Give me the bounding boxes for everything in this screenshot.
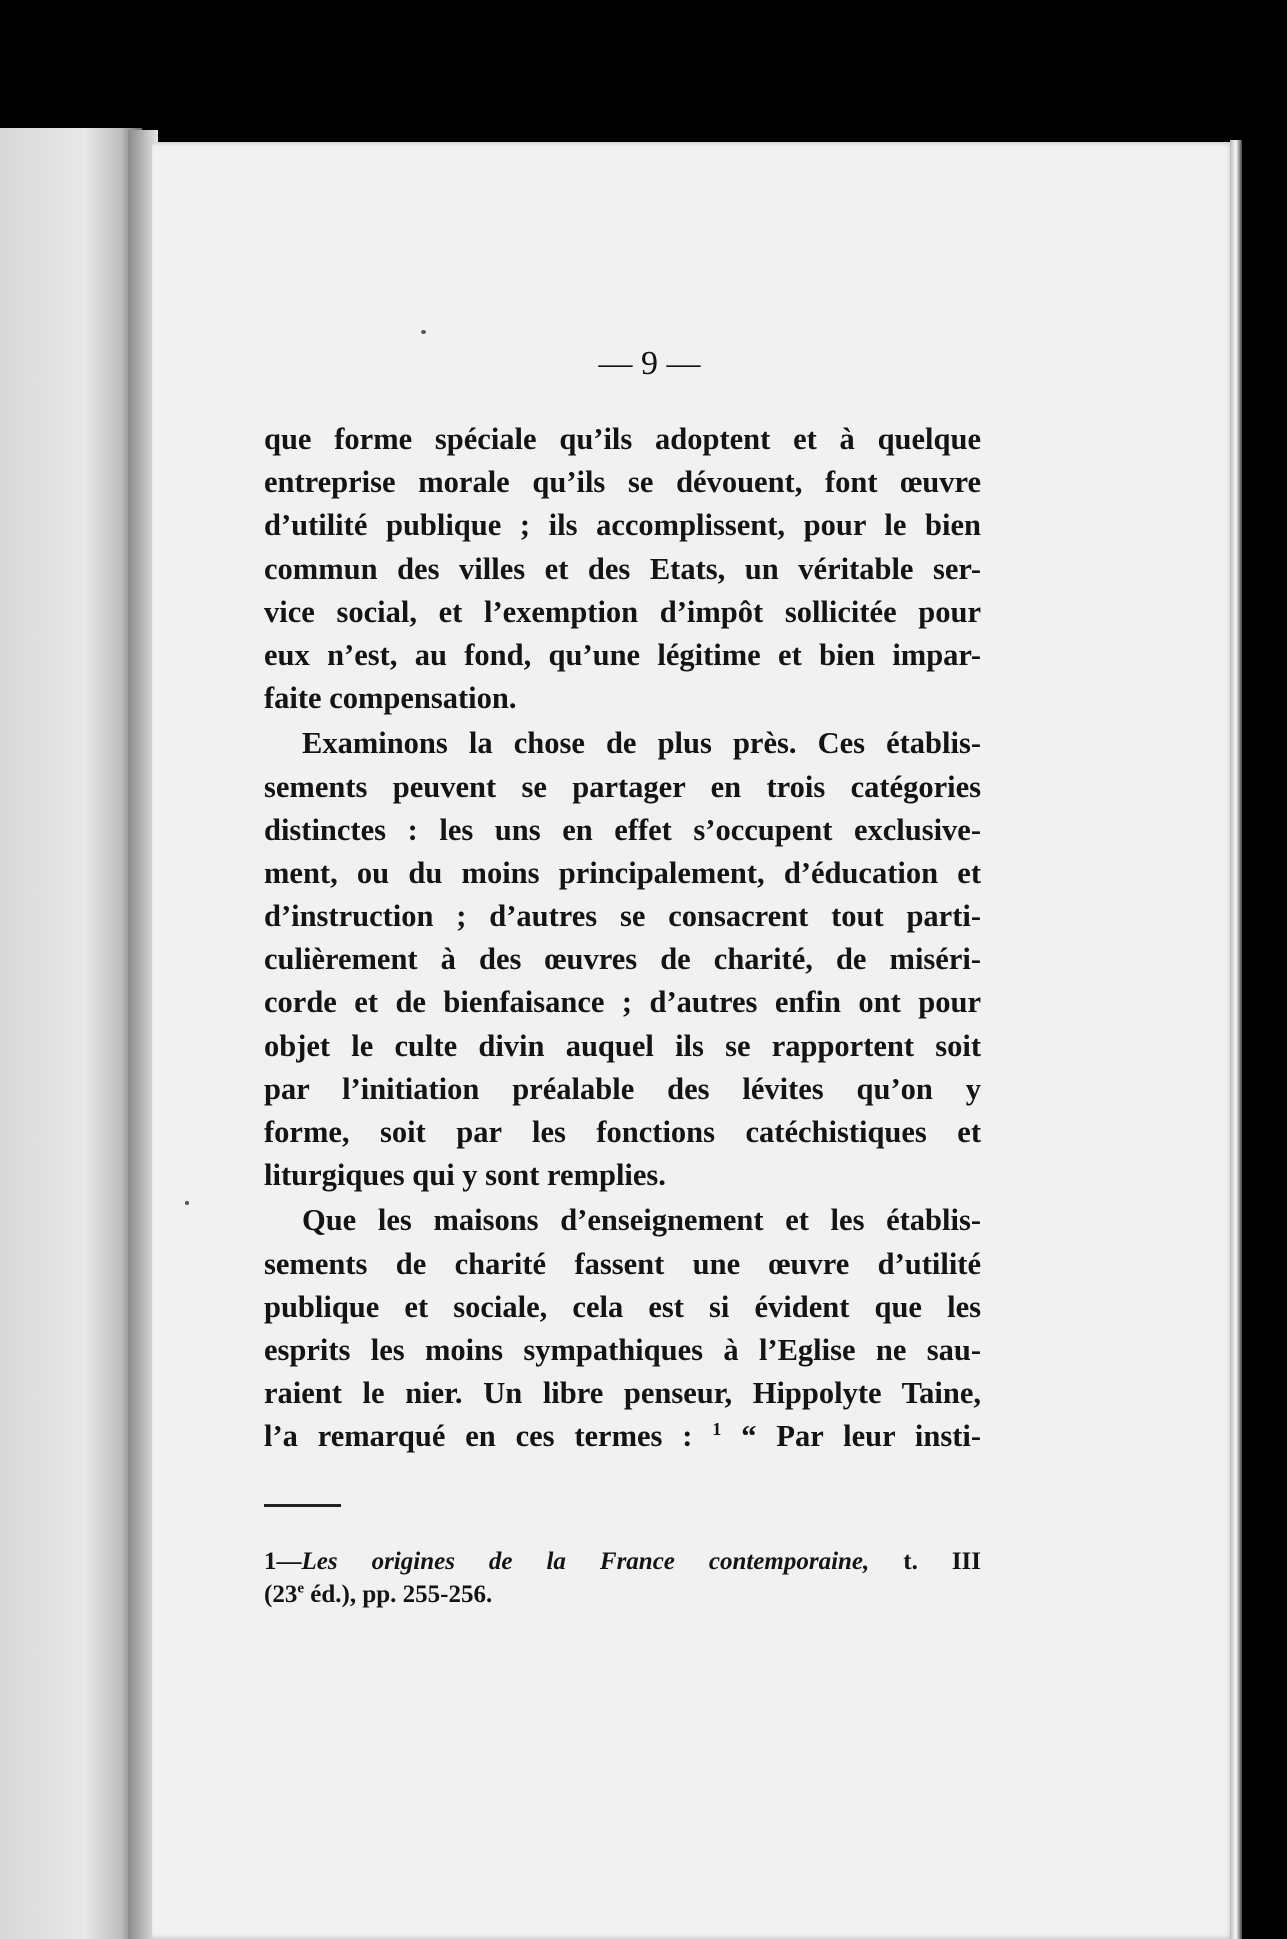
text-line: corde et de bienfaisance ; d’autres enfin ont pour	[264, 985, 981, 1020]
text-line: forme, soit par les fonctions catéchistiques et	[264, 1115, 981, 1149]
paragraph-2	[264, 722, 981, 1197]
text-line: raient le nier. Un libre penseur, Hippolyte Taine,	[264, 1376, 981, 1411]
footnote-marker: 1—	[264, 1548, 302, 1575]
text-line: publique et sociale, cela est si évident que les	[264, 1289, 981, 1324]
text-line: distinctes : les uns en effet s’occupent exclusive-	[264, 812, 981, 847]
text-line: objet le culte divin auquel ils se rapportent soit	[264, 1028, 981, 1063]
text-line: culièrement à des œuvres de charité, de miséri-	[264, 942, 981, 977]
text-fragment: l’a remarqué en ces termes :	[264, 1419, 693, 1454]
ink-speck	[421, 330, 426, 334]
footnote-edition-sup: e	[297, 1580, 304, 1597]
paragraph-1	[264, 418, 981, 720]
footnote-reference: 1	[712, 1419, 722, 1440]
text-line: sements peuvent se partager en trois catégories	[264, 769, 981, 804]
page-number: — 9 —	[598, 345, 701, 382]
text-line: d’utilité publique ; ils accomplissent, pour le bien	[264, 508, 981, 543]
footnote-title: Les origines de la France contemporaine,	[301, 1548, 870, 1575]
footnote-edition: (23	[264, 1581, 298, 1608]
text-line: Examinons la chose de plus près. Ces établis-	[302, 726, 981, 761]
text-line: entreprise morale qu’ils se dévouent, font œuvre	[264, 465, 981, 500]
text-line: faite compensation.	[264, 681, 517, 716]
ink-speck	[185, 1201, 189, 1205]
footnote-line	[264, 1545, 981, 1578]
text-line: sements de charité fassent une œuvre d’utilité	[264, 1246, 981, 1281]
text-fragment: “ Par leur insti-	[741, 1419, 982, 1454]
text-line: commun des villes et des Etats, un véritable ser-	[264, 551, 981, 586]
footnote-volume: t. III	[903, 1548, 982, 1575]
page-edge	[1230, 140, 1242, 1939]
text-line: ment, ou du moins principalement, d’éducation et	[264, 855, 981, 890]
text-line	[264, 1415, 981, 1458]
text-line: que forme spéciale qu’ils adoptent et à quelque	[264, 422, 981, 456]
body-text	[264, 418, 981, 1461]
footnote-pages: éd.), pp. 255-256.	[304, 1581, 493, 1608]
text-line: Que les maisons d’enseignement et les établis-	[302, 1203, 981, 1238]
text-line: eux n’est, au fond, qu’une légitime et bien impar-	[264, 637, 981, 672]
text-line: par l’initiation préalable des lévites qu’on y	[264, 1071, 981, 1106]
text-line: esprits les moins sympathiques à l’Eglise ne sau-	[264, 1332, 981, 1367]
footnote-rule	[264, 1504, 341, 1507]
footnote-line	[264, 1578, 981, 1611]
text-line: liturgiques qui y sont remplies.	[264, 1158, 666, 1193]
paragraph-3	[264, 1199, 981, 1458]
text-line: d’instruction ; d’autres se consacrent tout parti-	[264, 899, 981, 934]
left-facing-page	[0, 128, 142, 1939]
text-line: vice social, et l’exemption d’impôt sollicitée pour	[264, 594, 981, 629]
footnote	[264, 1545, 981, 1611]
